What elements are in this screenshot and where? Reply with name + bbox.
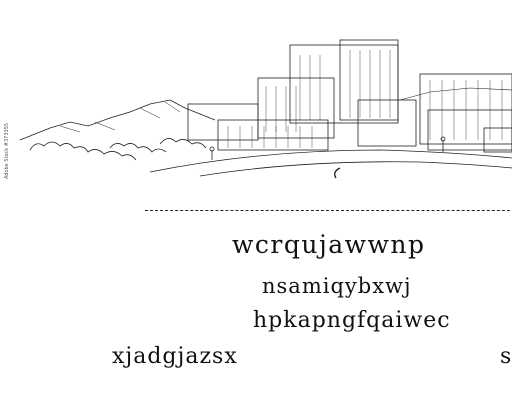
text-line-1: wcrqujawwnp — [232, 230, 426, 259]
text-line-3: hpkapngfqaiwec — [253, 308, 451, 333]
watermark-credit — [1, 122, 11, 180]
dashed-divider — [145, 210, 512, 211]
city-skyline-illustration — [0, 0, 512, 185]
text-line-2: nsamiqybxwj — [262, 274, 412, 298]
watermark-credit-text: Adobe Stock #373355 — [4, 122, 11, 180]
text-line-4: xjadgjazsx — [112, 344, 238, 369]
text-line-5: s — [500, 344, 512, 369]
